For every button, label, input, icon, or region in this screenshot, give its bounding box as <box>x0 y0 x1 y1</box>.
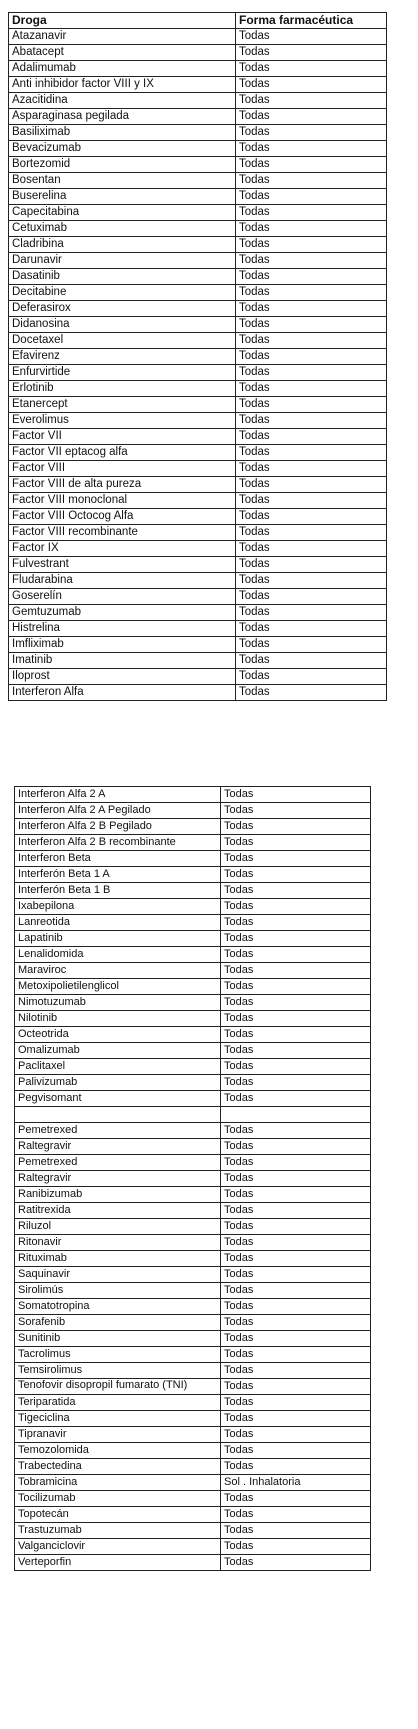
table-row <box>9 605 387 621</box>
table-row <box>15 1491 371 1507</box>
form-cell: Todas <box>236 157 387 173</box>
form-cell: Todas <box>236 381 387 397</box>
drug-cell: Maraviroc <box>15 963 221 979</box>
form-cell: Todas <box>221 1155 371 1171</box>
drug-cell: Trastuzumab <box>15 1523 221 1539</box>
drug-cell: Sirolimús <box>15 1283 221 1299</box>
form-cell <box>221 1107 371 1123</box>
form-cell: Todas <box>236 573 387 589</box>
drug-cell: Anti inhibidor factor VIII y IX <box>9 77 236 93</box>
table-row <box>15 1267 371 1283</box>
drug-cell: Somatotropina <box>15 1299 221 1315</box>
table-row <box>9 317 387 333</box>
drug-cell: Adalimumab <box>9 61 236 77</box>
table-row <box>9 589 387 605</box>
table-row <box>9 461 387 477</box>
form-cell: Todas <box>221 867 371 883</box>
table-row <box>9 45 387 61</box>
drug-cell: Rituximab <box>15 1251 221 1267</box>
table-row <box>9 189 387 205</box>
drug-table-part-1 <box>8 12 387 701</box>
table-row <box>15 1299 371 1315</box>
table-row <box>9 493 387 509</box>
form-cell: Todas <box>221 819 371 835</box>
table-row <box>9 477 387 493</box>
drug-cell: Ixabepilona <box>15 899 221 915</box>
form-cell: Todas <box>236 365 387 381</box>
drug-cell: Riluzol <box>15 1219 221 1235</box>
form-cell: Todas <box>221 1395 371 1411</box>
form-cell: Todas <box>236 173 387 189</box>
table-row <box>9 445 387 461</box>
form-cell: Todas <box>221 1347 371 1363</box>
table-row <box>15 1395 371 1411</box>
form-cell: Todas <box>221 1059 371 1075</box>
table-row <box>9 93 387 109</box>
drug-cell: Interferon Alfa 2 B Pegilado <box>15 819 221 835</box>
drug-cell: Interferón Beta 1 B <box>15 883 221 899</box>
drug-cell: Sorafenib <box>15 1315 221 1331</box>
table-row <box>15 1555 371 1571</box>
table-row <box>15 1171 371 1187</box>
form-cell: Todas <box>236 61 387 77</box>
table-row <box>15 995 371 1011</box>
drug-cell: Interferon Alfa 2 B recombinante <box>15 835 221 851</box>
drug-cell: Factor VIII Octocog Alfa <box>9 509 236 525</box>
drug-cell: Tacrolimus <box>15 1347 221 1363</box>
drug-cell: Iloprost <box>9 669 236 685</box>
drug-cell: Teriparatida <box>15 1395 221 1411</box>
form-cell: Todas <box>221 835 371 851</box>
drug-cell: Gemtuzumab <box>9 605 236 621</box>
table-row <box>9 253 387 269</box>
table-row <box>15 1059 371 1075</box>
form-cell: Todas <box>236 493 387 509</box>
table-row <box>9 205 387 221</box>
drug-cell: Raltegravir <box>15 1139 221 1155</box>
drug-cell: Saquinavir <box>15 1267 221 1283</box>
drug-cell: Paclitaxel <box>15 1059 221 1075</box>
drug-cell: Palivizumab <box>15 1075 221 1091</box>
form-cell: Todas <box>221 1123 371 1139</box>
table-row <box>15 1091 371 1107</box>
table-row <box>15 1539 371 1555</box>
table-row <box>15 1363 371 1379</box>
table-row <box>9 333 387 349</box>
table-row <box>15 1443 371 1459</box>
form-cell: Sol . Inhalatoria <box>221 1475 371 1491</box>
form-cell: Todas <box>236 669 387 685</box>
table-row <box>15 1379 371 1395</box>
drug-cell: Basiliximab <box>9 125 236 141</box>
form-cell: Todas <box>221 1411 371 1427</box>
form-cell: Todas <box>236 317 387 333</box>
drug-cell: Tipranavir <box>15 1427 221 1443</box>
drug-cell: Histrelina <box>9 621 236 637</box>
table-row <box>9 125 387 141</box>
form-cell: Todas <box>221 1171 371 1187</box>
form-cell: Todas <box>236 461 387 477</box>
form-cell: Todas <box>221 803 371 819</box>
table-row <box>15 1123 371 1139</box>
drug-cell: Darunavir <box>9 253 236 269</box>
table-row <box>15 1331 371 1347</box>
form-cell: Todas <box>236 189 387 205</box>
drug-cell: Didanosina <box>9 317 236 333</box>
form-cell: Todas <box>236 477 387 493</box>
table-row <box>9 61 387 77</box>
drug-cell: Buserelina <box>9 189 236 205</box>
drug-cell: Capecitabina <box>9 205 236 221</box>
table-row <box>9 637 387 653</box>
form-cell: Todas <box>221 1315 371 1331</box>
drug-cell: Cladribina <box>9 237 236 253</box>
drug-cell: Factor IX <box>9 541 236 557</box>
table-row <box>9 77 387 93</box>
drug-cell: Ranibizumab <box>15 1187 221 1203</box>
form-cell: Todas <box>236 221 387 237</box>
drug-cell: Interferon Alfa 2 A Pegilado <box>15 803 221 819</box>
table-row <box>15 1507 371 1523</box>
drug-cell: Imatinib <box>9 653 236 669</box>
table-row <box>9 653 387 669</box>
form-cell: Todas <box>236 285 387 301</box>
form-cell: Todas <box>221 1027 371 1043</box>
form-cell: Todas <box>236 77 387 93</box>
drug-cell: Cetuximab <box>9 221 236 237</box>
table-row <box>9 141 387 157</box>
form-cell: Todas <box>221 947 371 963</box>
form-cell: Todas <box>236 237 387 253</box>
table-row <box>15 1075 371 1091</box>
form-cell: Todas <box>221 1203 371 1219</box>
form-cell: Todas <box>236 141 387 157</box>
drug-cell: Omalizumab <box>15 1043 221 1059</box>
drug-cell: Enfurvirtide <box>9 365 236 381</box>
form-cell: Todas <box>236 653 387 669</box>
drug-cell: Imfliximab <box>9 637 236 653</box>
form-cell: Todas <box>236 45 387 61</box>
form-cell: Todas <box>221 1491 371 1507</box>
table-row <box>9 541 387 557</box>
form-cell: Todas <box>221 995 371 1011</box>
header-drug: Droga <box>9 13 236 29</box>
table-row <box>9 349 387 365</box>
table-row <box>9 509 387 525</box>
table-row <box>15 787 371 803</box>
form-cell: Todas <box>221 1363 371 1379</box>
form-cell: Todas <box>221 1523 371 1539</box>
drug-cell: Bortezomid <box>9 157 236 173</box>
table-row <box>15 1203 371 1219</box>
form-cell: Todas <box>236 349 387 365</box>
header-row <box>9 13 387 29</box>
table-row <box>15 835 371 851</box>
form-cell: Todas <box>236 637 387 653</box>
drug-cell: Pegvisomant <box>15 1091 221 1107</box>
table-row <box>9 109 387 125</box>
table-row <box>15 1235 371 1251</box>
form-cell: Todas <box>236 541 387 557</box>
table-row <box>15 1283 371 1299</box>
form-cell: Todas <box>221 883 371 899</box>
drug-cell: Factor VII eptacog alfa <box>9 445 236 461</box>
drug-cell: Ritonavir <box>15 1235 221 1251</box>
drug-cell: Asparaginasa pegilada <box>9 109 236 125</box>
drug-cell: Lapatinib <box>15 931 221 947</box>
form-cell: Todas <box>236 333 387 349</box>
table-row <box>9 381 387 397</box>
table-row <box>15 979 371 995</box>
form-cell: Todas <box>236 685 387 701</box>
table-row <box>9 301 387 317</box>
drug-cell: Sunitinib <box>15 1331 221 1347</box>
drug-cell: Factor VIII recombinante <box>9 525 236 541</box>
table-row <box>15 1139 371 1155</box>
form-cell: Todas <box>221 1507 371 1523</box>
drug-cell: Bosentan <box>9 173 236 189</box>
table-row <box>9 397 387 413</box>
table-row <box>15 963 371 979</box>
drug-cell: Azacitidina <box>9 93 236 109</box>
drug-cell: Lanreotida <box>15 915 221 931</box>
table-row <box>9 669 387 685</box>
table-row <box>9 173 387 189</box>
form-cell: Todas <box>236 509 387 525</box>
drug-cell: Tenofovir disopropil fumarato (TNI) <box>15 1379 221 1395</box>
form-cell: Todas <box>221 1331 371 1347</box>
drug-cell: Interferon Beta <box>15 851 221 867</box>
table-row <box>15 899 371 915</box>
drug-cell: Decitabine <box>9 285 236 301</box>
form-cell: Todas <box>221 851 371 867</box>
drug-cell: Metoxipolietilenglicol <box>15 979 221 995</box>
drug-cell: Dasatinib <box>9 269 236 285</box>
drug-cell: Tigeciclina <box>15 1411 221 1427</box>
form-cell: Todas <box>221 931 371 947</box>
form-cell: Todas <box>236 605 387 621</box>
table-row <box>9 221 387 237</box>
drug-cell <box>15 1107 221 1123</box>
drug-cell: Interferón Beta 1 A <box>15 867 221 883</box>
drug-cell: Ratitrexida <box>15 1203 221 1219</box>
form-cell: Todas <box>221 1299 371 1315</box>
form-cell: Todas <box>221 1235 371 1251</box>
drug-cell: Factor VIII <box>9 461 236 477</box>
form-cell: Todas <box>221 787 371 803</box>
form-cell: Todas <box>221 1091 371 1107</box>
drug-cell: Valganciclovir <box>15 1539 221 1555</box>
drug-cell: Interferon Alfa <box>9 685 236 701</box>
drug-cell: Verteporfin <box>15 1555 221 1571</box>
drug-cell: Factor VIII monoclonal <box>9 493 236 509</box>
drug-cell: Tocilizumab <box>15 1491 221 1507</box>
drug-cell: Interferon Alfa 2 A <box>15 787 221 803</box>
form-cell: Todas <box>221 915 371 931</box>
drug-cell: Abatacept <box>9 45 236 61</box>
table-row <box>9 365 387 381</box>
drug-cell: Temozolomida <box>15 1443 221 1459</box>
drug-cell: Atazanavir <box>9 29 236 45</box>
table-row <box>9 573 387 589</box>
drug-cell: Topotecán <box>15 1507 221 1523</box>
table-row <box>9 157 387 173</box>
drug-cell: Raltegravir <box>15 1171 221 1187</box>
form-cell: Todas <box>236 445 387 461</box>
form-cell: Todas <box>221 1187 371 1203</box>
drug-cell: Octeotrida <box>15 1027 221 1043</box>
table-row <box>15 803 371 819</box>
table-row <box>15 1347 371 1363</box>
form-cell: Todas <box>221 899 371 915</box>
drug-cell: Trabectedina <box>15 1459 221 1475</box>
table-row <box>15 1459 371 1475</box>
drug-cell: Deferasirox <box>9 301 236 317</box>
form-cell: Todas <box>221 1379 371 1395</box>
form-cell: Todas <box>236 413 387 429</box>
table-row <box>15 1187 371 1203</box>
form-cell: Todas <box>236 29 387 45</box>
form-cell: Todas <box>236 429 387 445</box>
drug-cell: Docetaxel <box>9 333 236 349</box>
form-cell: Todas <box>221 1539 371 1555</box>
table-row <box>15 1011 371 1027</box>
table-row <box>15 1427 371 1443</box>
table-row <box>9 685 387 701</box>
table-row <box>15 1043 371 1059</box>
drug-cell: Tobramicina <box>15 1475 221 1491</box>
table-row <box>9 29 387 45</box>
form-cell: Todas <box>236 621 387 637</box>
table-row <box>9 285 387 301</box>
drug-cell: Efavirenz <box>9 349 236 365</box>
drug-cell: Nimotuzumab <box>15 995 221 1011</box>
drug-cell: Pemetrexed <box>15 1123 221 1139</box>
form-cell: Todas <box>221 1043 371 1059</box>
table-row <box>15 915 371 931</box>
drug-cell: Nilotinib <box>15 1011 221 1027</box>
table-row <box>15 1219 371 1235</box>
form-cell: Todas <box>221 1427 371 1443</box>
drug-cell: Bevacizumab <box>9 141 236 157</box>
table-row <box>9 429 387 445</box>
form-cell: Todas <box>221 1443 371 1459</box>
table-row <box>15 1027 371 1043</box>
form-cell: Todas <box>221 1251 371 1267</box>
form-cell: Todas <box>221 1459 371 1475</box>
form-cell: Todas <box>236 205 387 221</box>
table-row <box>15 1155 371 1171</box>
table-row <box>15 1475 371 1491</box>
table-row <box>15 1411 371 1427</box>
drug-cell: Pemetrexed <box>15 1155 221 1171</box>
drug-cell: Etanercept <box>9 397 236 413</box>
drug-cell: Fulvestrant <box>9 557 236 573</box>
drug-cell: Factor VII <box>9 429 236 445</box>
form-cell: Todas <box>221 979 371 995</box>
form-cell: Todas <box>236 301 387 317</box>
table-row <box>9 557 387 573</box>
drug-cell: Fludarabina <box>9 573 236 589</box>
form-cell: Todas <box>236 397 387 413</box>
table-row <box>15 1107 371 1123</box>
drug-cell: Everolimus <box>9 413 236 429</box>
table-row <box>9 237 387 253</box>
table-row <box>15 1523 371 1539</box>
header-form: Forma farmacéutica <box>236 13 387 29</box>
table-row <box>15 851 371 867</box>
form-cell: Todas <box>221 1139 371 1155</box>
form-cell: Todas <box>236 253 387 269</box>
table-row <box>15 1315 371 1331</box>
form-cell: Todas <box>236 269 387 285</box>
table-row <box>9 413 387 429</box>
form-cell: Todas <box>236 589 387 605</box>
drug-cell: Factor VIII de alta pureza <box>9 477 236 493</box>
table-row <box>15 883 371 899</box>
form-cell: Todas <box>236 109 387 125</box>
table-row <box>15 867 371 883</box>
form-cell: Todas <box>236 125 387 141</box>
form-cell: Todas <box>221 1011 371 1027</box>
table-row <box>15 819 371 835</box>
form-cell: Todas <box>221 1267 371 1283</box>
form-cell: Todas <box>221 1219 371 1235</box>
drug-cell: Goserelín <box>9 589 236 605</box>
drug-table-part-2 <box>14 786 371 1571</box>
table-row <box>9 525 387 541</box>
form-cell: Todas <box>236 93 387 109</box>
table-row <box>9 269 387 285</box>
drug-cell: Erlotinib <box>9 381 236 397</box>
form-cell: Todas <box>221 1555 371 1571</box>
form-cell: Todas <box>221 1075 371 1091</box>
drug-cell: Temsirolimus <box>15 1363 221 1379</box>
form-cell: Todas <box>221 963 371 979</box>
table-row <box>15 931 371 947</box>
table-row <box>15 1251 371 1267</box>
form-cell: Todas <box>236 557 387 573</box>
table-row <box>15 947 371 963</box>
form-cell: Todas <box>236 525 387 541</box>
table-row <box>9 621 387 637</box>
drug-cell: Lenalidomida <box>15 947 221 963</box>
form-cell: Todas <box>221 1283 371 1299</box>
